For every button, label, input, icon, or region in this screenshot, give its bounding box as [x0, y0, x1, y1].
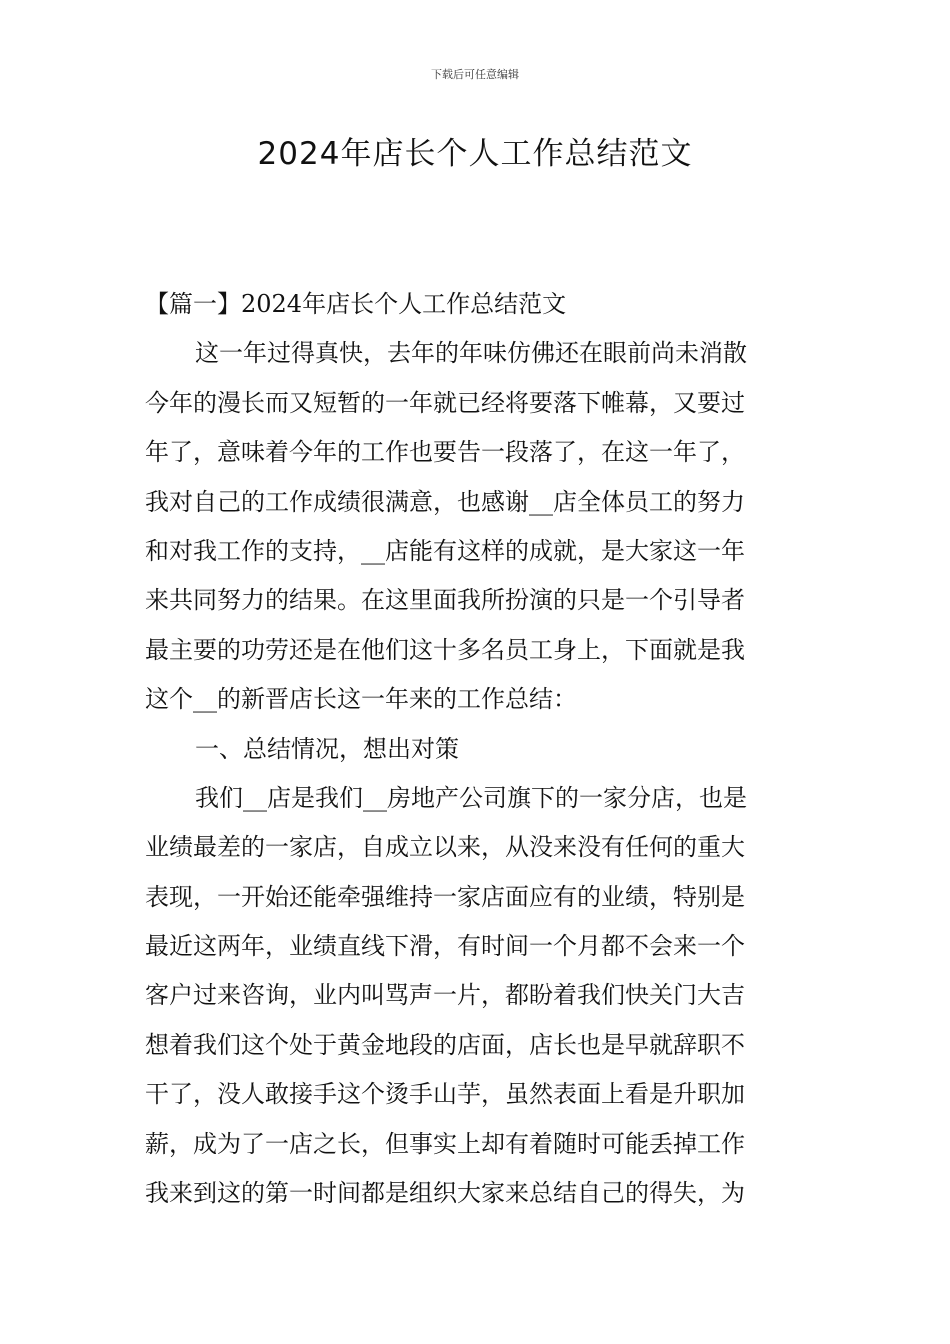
- text-line: 最近这两年，业绩直线下滑，有时间一个月都不会来一个: [145, 932, 745, 961]
- text-line: 我来到这的第一时间都是组织大家来总结自己的得失，为: [145, 1179, 745, 1208]
- text-line: 这个__的新晋店长这一年来的工作总结：: [145, 685, 577, 714]
- section-heading: 【篇一】2024年店长个人工作总结范文: [145, 290, 567, 318]
- header-note: 下载后可任意编辑: [431, 68, 519, 81]
- text-line: 表现，一开始还能牵强维持一家店面应有的业绩，特别是: [145, 882, 745, 911]
- text-line: 年了，意味着今年的工作也要告一段落了，在这一年了，: [145, 438, 745, 467]
- subsection-heading: 一、总结情况，想出对策: [195, 734, 459, 763]
- document-title: 2024年店长个人工作总结范文: [257, 136, 693, 172]
- text-line: 薪，成为了一店之长，但事实上却有着随时可能丢掉工作: [145, 1129, 745, 1158]
- text-line: 今年的漫长而又短暂的一年就已经将要落下帷幕，又要过: [145, 388, 745, 417]
- document-body: [145, 280, 810, 1218]
- text-line: 我们__店是我们__房地产公司旗下的一家分店，也是: [195, 783, 747, 812]
- text-line: 我对自己的工作成绩很满意，也感谢__店全体员工的努力: [145, 487, 745, 516]
- text-line: 想着我们这个处于黄金地段的店面，店长也是早就辞职不: [145, 1030, 745, 1059]
- text-line: 和对我工作的支持，__店能有这样的成就，是大家这一年: [145, 536, 745, 565]
- text-line: 来共同努力的结果。在这里面我所扮演的只是一个引导者: [145, 586, 745, 615]
- text-line: 这一年过得真快，去年的年味仿佛还在眼前尚未消散: [195, 339, 747, 368]
- text-line: 业绩最差的一家店，自成立以来，从没来没有任何的重大: [145, 833, 745, 862]
- text-line: 客户过来咨询，业内叫骂声一片，都盼着我们快关门大吉: [145, 981, 745, 1010]
- text-line: 最主要的功劳还是在他们这十多名员工身上，下面就是我: [145, 635, 745, 664]
- text-line: 干了，没人敢接手这个烫手山芋，虽然表面上看是升职加: [145, 1080, 745, 1109]
